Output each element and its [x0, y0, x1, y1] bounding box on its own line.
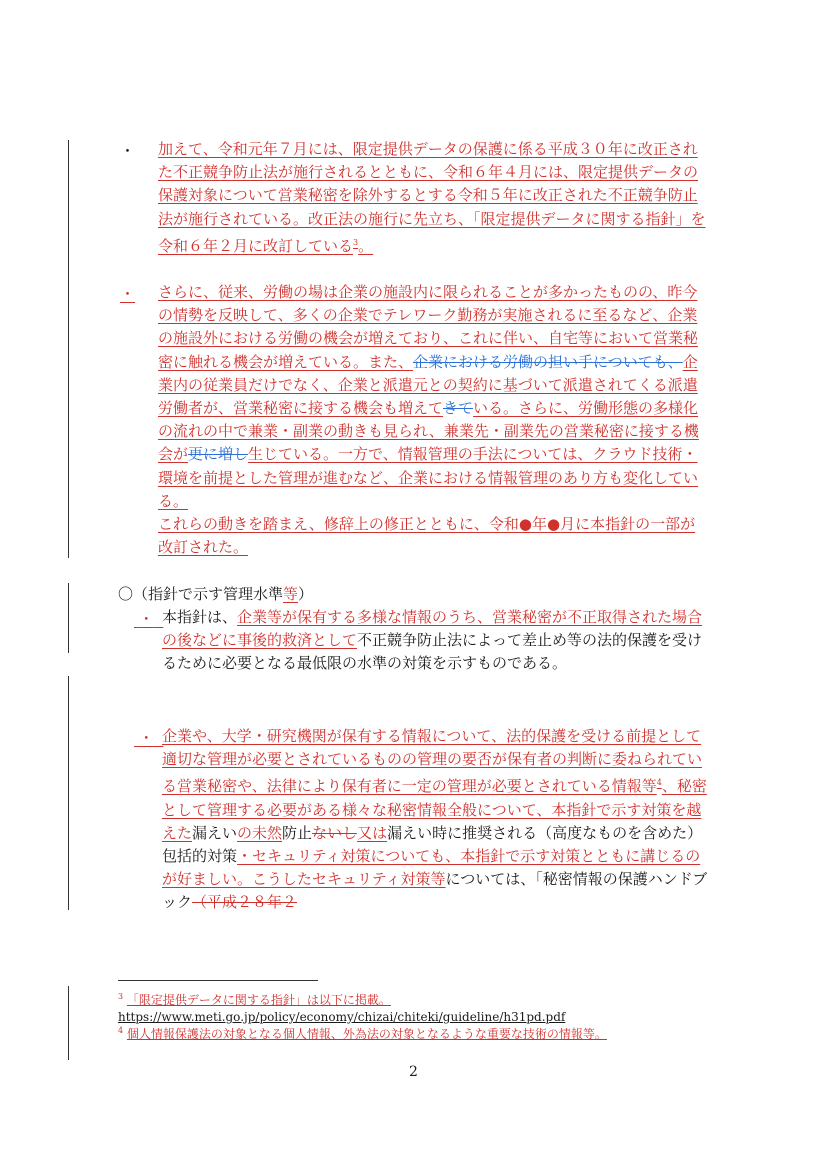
inserted-text: 年	[532, 515, 548, 534]
section-heading	[118, 583, 313, 604]
change-bar	[68, 140, 69, 558]
inserted-text: 月に本指針の一部が改訂された。	[158, 515, 696, 557]
footnote-3	[118, 988, 718, 1026]
footnote-mark: 3	[118, 992, 124, 1001]
deleted-text: 更に増し	[188, 445, 249, 464]
body-text: については、「秘密情報の保護ハンドブック	[162, 870, 708, 912]
body-text: 本指針は、	[162, 608, 238, 626]
body-text: 漏えい時に推奨される（高度なものを含めた）包括的対策	[162, 823, 703, 866]
bullet-dot: ・	[138, 729, 154, 747]
change-bar	[68, 676, 69, 910]
body-text: 不正競争防止法によって差止め等の法的保護を受けるために必要となる最低限の水準の対策を示すものである。	[162, 631, 703, 673]
footnote-text: 個人情報保護法の対象となる個人情報、外為法の対象となるような重要な技術の情報等。	[126, 1027, 607, 1041]
paragraph-4	[162, 725, 710, 915]
inserted-text: 等	[283, 585, 299, 603]
inserted-text: 企業内の従業員だけでなく、企業と派遣元との契約に基づいて派遣されてくる派遣労働者が、営業秘密に接する機会も増えて	[158, 352, 698, 418]
paragraph-2	[158, 281, 710, 559]
footnote-mark: 4	[118, 1026, 124, 1035]
deleted-text: ないし	[312, 823, 358, 842]
inserted-text: さらに、従来、労働の場は企業の施設内に限られることが多かったものの、昨今の情勢を反映して、多くの企業でテレワーク勤務が実施されるに至るなど、企業の施設外における労働の機会が増えており、これに伴い、自宅等において営業秘密に触れる機会が増えている。また、	[158, 283, 699, 371]
footnote-text: 「限定提供データに関する指針」は以下に掲載。	[126, 993, 391, 1007]
inserted-text: いる。さらに、労働形態の多様化の流れの中で兼業・副業の動きも見られ、兼業先・副業先の営業秘密に接する機会が	[158, 399, 699, 464]
body-text: 漏えい	[192, 823, 238, 842]
heading-text: （指針で示す管理水準	[133, 585, 284, 603]
change-bar	[68, 986, 69, 1060]
placeholder-dot: ●	[547, 515, 561, 534]
footnote-link[interactable]: https://www.meti.go.jp/policy/economy/chizai/chiteki/guideline/h31pd.pdf	[118, 1010, 566, 1024]
inserted-text: の未然	[237, 823, 283, 842]
footnote-separator	[118, 980, 318, 981]
bullet-marker	[134, 727, 163, 748]
body-text: 防止	[282, 823, 313, 842]
deleted-text: 企業における労働の担い手についても、	[413, 352, 683, 371]
inserted-text: これらの動きを踏まえ、修辞上の修正とともに、令和	[158, 515, 519, 534]
inserted-text: 生じている。一方で、情報管理の手法については、クラウド技術・環境を前提とした管理が進むなど、企業における情報管理のあり方も変化している。	[158, 445, 699, 510]
inserted-text: ・セキュリティ対策についても、本指針で示す対策とともに講じるのが好ましい。こうしたセキュリティ対策等	[162, 847, 701, 889]
bullet-marker: ・	[120, 142, 136, 160]
footnote-ref-3[interactable]: 3	[353, 237, 359, 247]
inserted-text: 加えて、令和元年７月には、限定提供データの保護に係る平成３０年に改正された不正競争防止法が施行されるとともに、令和６年４月には、限定提供データの保護対象について営業秘密を除外するとする令和５年に改正された不正競争防止法が施行されている。改正法の施行に先立ち、「限定提供データに関する指針」を令和６年２月に改訂している	[158, 140, 706, 255]
inserted-text: 企業等が保有する多様な情報のうち、営業秘密が不正取得された場合の後などに事後的救済として	[162, 608, 703, 650]
bullet-marker	[134, 608, 163, 629]
deleted-text: きて	[443, 399, 474, 418]
placeholder-dot: ●	[518, 515, 532, 534]
inserted-text: 又は	[357, 823, 388, 842]
inserted-text: 、秘密として管理する必要がある様々な秘密情報全般について、本指針で示す対策を越えた	[162, 777, 707, 842]
inserted-text: 。	[358, 236, 374, 255]
inserted-text: 企業や、大学・研究機関が保有する情報について、法的保護を受ける前提として適切な管理が必要とされているものの管理の要否が保有者の判断に委ねられている営業秘密や、法律により保有者に一定の管理が必要とされている情報等	[162, 727, 703, 796]
change-bar	[68, 583, 69, 653]
deleted-text: （平成２８年２	[192, 893, 298, 912]
footnote-ref-4[interactable]: 4	[656, 778, 662, 788]
heading-close: ）	[298, 585, 314, 603]
paragraph-3	[162, 606, 710, 676]
paragraph-1	[158, 138, 710, 258]
page-number: 2	[409, 1064, 418, 1080]
heading-circle: 〇	[118, 585, 134, 603]
bullet-marker: ・	[120, 285, 136, 303]
bullet-dot: ・	[138, 610, 154, 628]
footnote-4	[118, 1022, 688, 1043]
